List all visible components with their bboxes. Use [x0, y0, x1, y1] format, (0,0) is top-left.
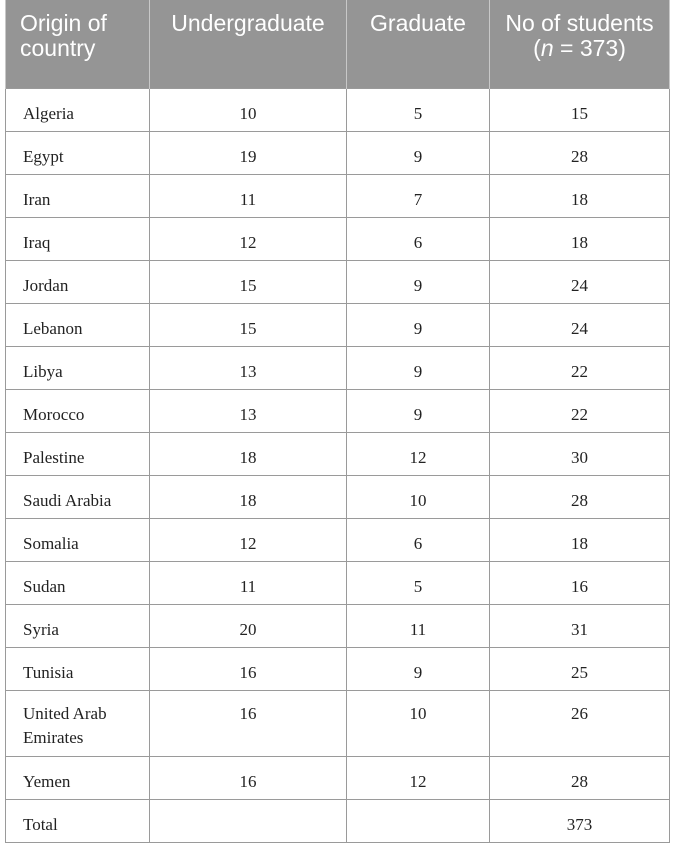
- cell-students: 22: [490, 389, 670, 432]
- cell-students: 18: [490, 217, 670, 260]
- cell-graduate: 9: [347, 346, 490, 389]
- cell-undergraduate: 12: [150, 518, 347, 561]
- cell-undergraduate: 15: [150, 260, 347, 303]
- cell-country: Iran: [6, 174, 150, 217]
- cell-undergraduate: 12: [150, 217, 347, 260]
- cell-students: 18: [490, 518, 670, 561]
- cell-graduate: 9: [347, 303, 490, 346]
- cell-country: Syria: [6, 604, 150, 647]
- header-students-n: n: [540, 35, 554, 61]
- total-row: [6, 799, 670, 842]
- cell-undergraduate: 16: [150, 690, 347, 756]
- table-row: [6, 604, 670, 647]
- cell-undergraduate: 18: [150, 475, 347, 518]
- cell-country: Somalia: [6, 518, 150, 561]
- table-row: [6, 690, 670, 756]
- cell-students: 31: [490, 604, 670, 647]
- table-row: [6, 346, 670, 389]
- table-container: [5, 0, 669, 843]
- table-row: [6, 518, 670, 561]
- cell-students: 24: [490, 303, 670, 346]
- cell-graduate: 12: [347, 756, 490, 799]
- cell-students: 28: [490, 475, 670, 518]
- cell-total-students: 373: [490, 799, 670, 842]
- cell-undergraduate: 13: [150, 346, 347, 389]
- cell-undergraduate: 11: [150, 561, 347, 604]
- cell-students: 18: [490, 174, 670, 217]
- cell-total-graduate: [347, 799, 490, 842]
- cell-graduate: 9: [347, 389, 490, 432]
- table-row: [6, 756, 670, 799]
- table-row: [6, 131, 670, 174]
- cell-country: Yemen: [6, 756, 150, 799]
- cell-graduate: 12: [347, 432, 490, 475]
- header-graduate: Graduate: [347, 0, 490, 88]
- cell-undergraduate: 11: [150, 174, 347, 217]
- cell-undergraduate: 20: [150, 604, 347, 647]
- cell-undergraduate: 19: [150, 131, 347, 174]
- cell-country: Iraq: [6, 217, 150, 260]
- cell-country: Sudan: [6, 561, 150, 604]
- cell-students: 16: [490, 561, 670, 604]
- header-students-count: = 373): [553, 35, 626, 61]
- cell-country: Tunisia: [6, 647, 150, 690]
- cell-students: 26: [490, 690, 670, 756]
- table-row: [6, 260, 670, 303]
- cell-undergraduate: 16: [150, 756, 347, 799]
- cell-undergraduate: 13: [150, 389, 347, 432]
- cell-country: Palestine: [6, 432, 150, 475]
- cell-graduate: 7: [347, 174, 490, 217]
- table-row: [6, 647, 670, 690]
- cell-undergraduate: 10: [150, 88, 347, 131]
- header-undergraduate: Undergraduate: [150, 0, 347, 88]
- header-row: [6, 0, 670, 88]
- cell-students: 28: [490, 131, 670, 174]
- cell-students: 30: [490, 432, 670, 475]
- cell-total-label: Total: [6, 799, 150, 842]
- table-row: [6, 88, 670, 131]
- students-by-country-table: [5, 0, 670, 843]
- cell-students: 24: [490, 260, 670, 303]
- cell-country: Lebanon: [6, 303, 150, 346]
- cell-students: 15: [490, 88, 670, 131]
- table-header: [6, 0, 670, 88]
- table-row: [6, 303, 670, 346]
- header-country: Origin of country: [6, 0, 150, 88]
- cell-graduate: 10: [347, 690, 490, 756]
- cell-graduate: 6: [347, 217, 490, 260]
- cell-students: 25: [490, 647, 670, 690]
- cell-country: Saudi Arabia: [6, 475, 150, 518]
- cell-graduate: 9: [347, 260, 490, 303]
- cell-graduate: 9: [347, 647, 490, 690]
- header-students: No of students (n = 373): [490, 0, 670, 88]
- table-row: [6, 389, 670, 432]
- table-row: [6, 217, 670, 260]
- cell-country: Morocco: [6, 389, 150, 432]
- table-row: [6, 475, 670, 518]
- cell-undergraduate: 18: [150, 432, 347, 475]
- cell-country: Jordan: [6, 260, 150, 303]
- cell-total-undergraduate: [150, 799, 347, 842]
- cell-country: Libya: [6, 346, 150, 389]
- table-body: [6, 88, 670, 842]
- cell-undergraduate: 16: [150, 647, 347, 690]
- cell-country: Egypt: [6, 131, 150, 174]
- cell-graduate: 11: [347, 604, 490, 647]
- table-row: [6, 432, 670, 475]
- cell-students: 28: [490, 756, 670, 799]
- cell-graduate: 5: [347, 561, 490, 604]
- table-row: [6, 561, 670, 604]
- header-students-label: No of students: [505, 10, 654, 36]
- cell-country: Algeria: [6, 88, 150, 131]
- cell-graduate: 5: [347, 88, 490, 131]
- cell-undergraduate: 15: [150, 303, 347, 346]
- cell-students: 22: [490, 346, 670, 389]
- table-row: [6, 174, 670, 217]
- cell-graduate: 10: [347, 475, 490, 518]
- cell-graduate: 6: [347, 518, 490, 561]
- cell-graduate: 9: [347, 131, 490, 174]
- cell-country: United Arab Emirates: [6, 690, 150, 756]
